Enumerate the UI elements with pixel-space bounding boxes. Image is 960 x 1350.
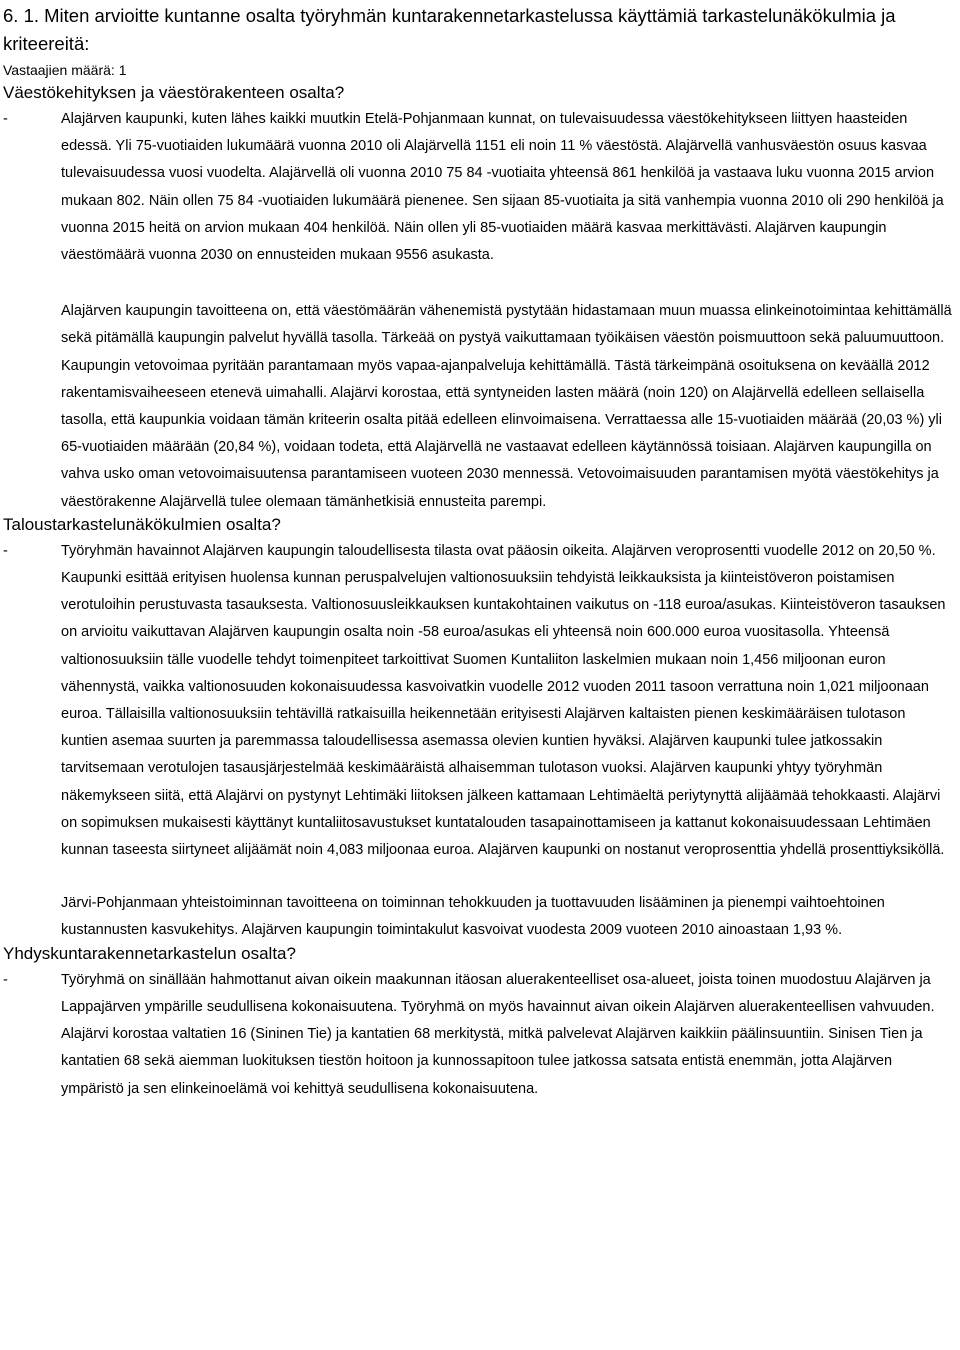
- bullet-text: Työryhmä on sinällään hahmottanut aivan oikein maakunnan itäosan aluerakenteelliset osa-alueet, joista toinen muodostuu Alajärven ja Lappajärven ympärille seudullisena kokonaisuutena. Työryhmä on myös havainnut aivan oikein Alajärven aluerakenteellisen vahvuuden. Alajärvi korostaa valtatien 16 (Sininen Tie) ja kantatien 68 merkitystä, mitkä palvelevat Alajärven kaikkiin päälinsuuntiin. Sinisen Tien ja kantatien 68 sekä aiemman luokituksen tiestön hoitoon ja kunnossapitoon tulee jatkossa satsata entistä enemmän, jotta Alajärven ympäristö ja sen elinkeinoelämä voi kehittyä seudullisena kokonaisuutena.: [61, 971, 935, 1097]
- respondent-count: Vastaajien määrä: 1: [3, 62, 127, 78]
- section-population: [0, 82, 960, 516]
- bullet-text: Työryhmän havainnot Alajärven kaupungin taloudellisesta tilasta ovat pääosin oikeita. Alajärven veroprosentti vuodelle 2012 on 20,50 %. Kaupunki esittää erityisen huolensa kunnan peruspalvelujen valtionosuuksiin tehdyistä leikkauksista ja kiinteistöveron poistamisen verotuloihin perustuvasta tasauksesta. Valtionosuusleikkauksen kuntakohtainen vaikutus on -118 euroa/asukas. Kiinteistöveron tasauksen on arvioitu vaikuttavan Alajärven kaupungin osalta noin -58 euroa/asukas eli yhteensä noin 600.000 euroa vuositasolla. Yhteensä valtionosuuksiin tälle vuodelle tehdyt toimenpiteet tarkoittivat Suomen Kuntaliiton laskelmien mukaan noin 1,456 miljoonan euron vähennystä, vaikka valtionosuuden kokonaisuudessa kasvoivatkin vuodelle 2012 vuoden 2011 tasoon verrattuna noin 1,021 miljoonaan euroa. Tällaisilla valtionosuuksiin tehtävillä ratkaisuilla heikennetään erityisesti Alajärven kaltaisten pienen keskimääräisen tulotason kuntien asemaa suurten ja paremmassa taloudellisessa asemassa olevien kuntien hyväksi. Alajärven kaupunki tulee jatkossakin tarvitsemaan verotulojen tasausjärjestelmää keskimääräistä alhaisemman tulotason vuoksi. Alajärven kaupunki yhtyy työryhmän näkemykseen siitä, että Alajärvi on pystynyt Lehtimäki liitoksen jälkeen kattamaan Lehtimäeltä periytynyttä alijäämää tehokkaasti. Alajärvi on sopimuksen mukaisesti käyttänyt kuntaliitosavustukset kuntatalouden tasapainottamiseen ja kattanut kokonaisuudessaan Lehtimäen kunnan taseesta siirtyneet alijäämät noin 4,083 miljoonaa euroa. Alajärven kaupunki on nostanut veroprosenttia yhdellä prosenttiyksiköllä.: [61, 542, 946, 859]
- bullet-item: [0, 106, 960, 269]
- bullet-dash: -: [3, 971, 8, 988]
- body-paragraph: Alajärven kaupungin tavoitteena on, että väestömäärän vähenemistä pystytään hidastamaan muun muassa elinkeinotoimintaa kehittämällä sekä pitämällä kaupungin palvelut hyvällä tasolla. Tärkeää on pystyä vaikuttamaan työikäisen väestön poismuuttoon sekä paluumuuttoon. Kaupungin vetovoimaa pyritään parantamaan myös vapaa-ajanpalveluja kehittämällä. Tästä tärkeimpänä osoituksena on keväällä 2012 rakentamisvaiheeseen etenevä uimahalli. Alajärvi korostaa, että syntyneiden lasten määrä (noin 120) on Alajärvellä edelleen sellaisella tasolla, että kaupunkia voidaan tämän kriteerin osalta pitää edelleen elinvoimaisena. Verrattaessa alle 15-vuotiaiden määrää (20,03 %) yli 65-vuotiaiden määrään (20,84 %), voidaan todeta, että Alajärvellä ne vastaavat edelleen käytännössä toisiaan. Alajärven kaupungilla on vahva usko oman vetovoimaisuutensa parantamiseen vuoteen 2030 mennessä. Vetovoimaisuuden parantamisen myötä väestökehitys ja väestörakenne Alajärvellä tulee olemaan tämänhetkisiä ennusteita parempi.: [61, 303, 952, 510]
- section-heading: Väestökehityksen ja väestörakenteen osalta?: [3, 83, 345, 102]
- bullet-dash: -: [3, 111, 8, 127]
- section-economy: [0, 514, 960, 945]
- bullet-text: Alajärven kaupunki, kuten lähes kaikki muutkin Etelä-Pohjanmaan kunnat, on tulevaisuudessa väestökehitykseen liittyen haasteiden edessä. Yli 75-vuotiaiden lukumäärä vuonna 2010 oli Alajärvellä 1151 eli noin 11 % väestöstä. Alajärvellä vanhusväestön osuus kasvaa tulevaisuudessa vuosi vuodelta. Alajärvellä oli vuonna 2010 75 84 -vuotiaita yhteensä 861 henkilöä ja vastaava luku vuonna 2015 arvion mukaan 802. Näin ollen 75 84 -vuotiaiden lukumäärä pienenee. Sen sijaan 85-vuotiaita ja sitä vanhempia vuonna 2010 oli 290 henkilöä ja vuonna 2015 heitä on arvion mukaan 404 henkilöä. Näin ollen yli 85-vuotiaiden määrä kasvaa merkittävästi. Alajärven kaupungin väestömäärä vuonna 2030 on ennusteiden mukaan 9556 asukasta.: [61, 111, 944, 264]
- question-title: 6. 1. Miten arvioitte kuntanne osalta työryhmän kuntarakennetarkastelussa käyttämiä tarkastelunäkökulmia ja kriteereitä:: [3, 5, 896, 54]
- section-community-structure: [0, 943, 960, 1103]
- bullet-dash: -: [3, 542, 8, 559]
- bullet-item: [0, 538, 960, 864]
- section-heading: Yhdyskuntarakennetarkastelun osalta?: [3, 943, 296, 963]
- body-paragraph: Järvi-Pohjanmaan yhteistoiminnan tavoitteena on toiminnan tehokkuuden ja tuottavuuden lisääminen ja pienempi vaihtoehtoinen kustannusten kasvukehitys. Alajärven kaupungin toimintakulut kasvoivat vuodesta 2009 vuoteen 2010 ainoastaan 1,93 %.: [61, 895, 885, 939]
- bullet-item: [0, 967, 960, 1103]
- section-heading: Taloustarkastelunäkökulmien osalta?: [3, 514, 281, 534]
